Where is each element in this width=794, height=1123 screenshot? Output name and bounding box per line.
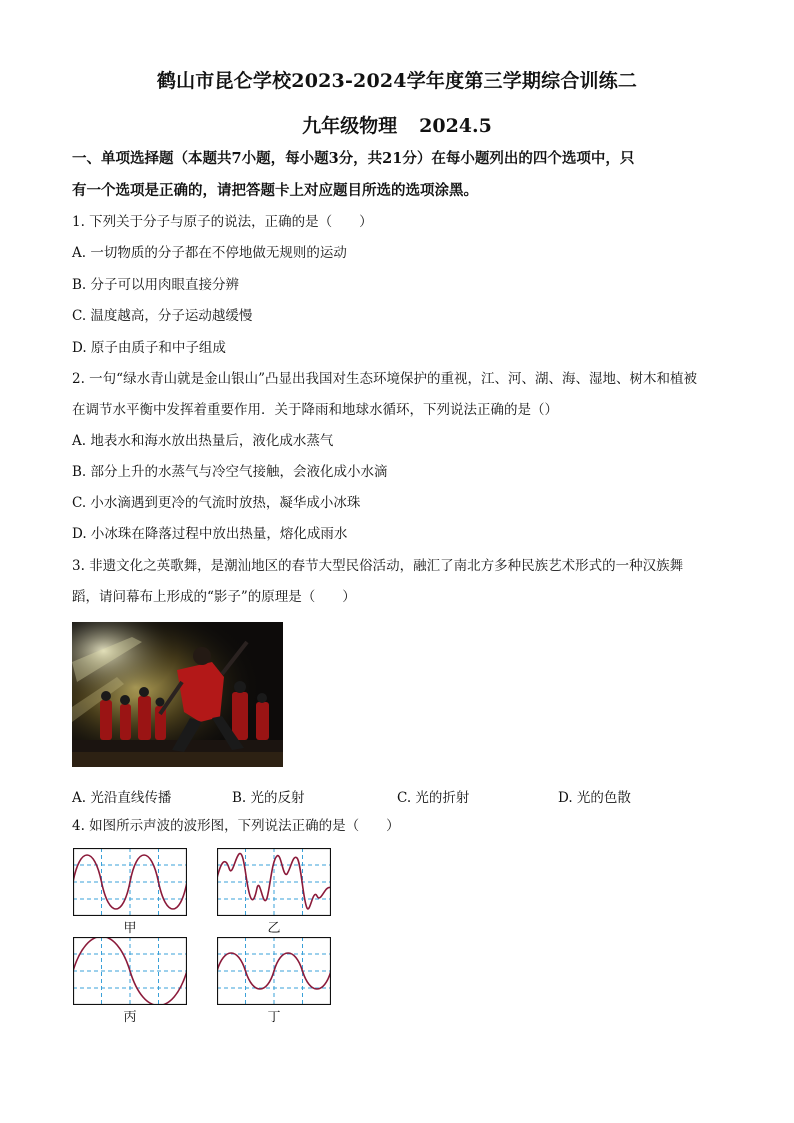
q3-option-a: A. 光沿直线传播 (72, 790, 172, 806)
q1-stem: 1. 下列关于分子与原子的说法，正确的是（ ） (72, 214, 373, 230)
q1-option-b: B. 分子可以用肉眼直接分辨 (72, 277, 240, 293)
waveform-label-ding: 丁 (267, 1010, 281, 1025)
waveform-bing (73, 937, 187, 1005)
exam-date: 2024.5 (419, 115, 492, 137)
waveform-label-bing: 丙 (123, 1010, 137, 1025)
q2-option-b: B. 部分上升的水蒸气与冷空气接触，会液化成小水滴 (72, 464, 388, 480)
q3-option-d: D. 光的色散 (558, 790, 631, 806)
waveform-yi (217, 848, 331, 916)
q2-option-a: A. 地表水和海水放出热量后，液化成水蒸气 (72, 433, 334, 449)
q2-option-d: D. 小冰珠在降落过程中放出热量，熔化成雨水 (72, 526, 348, 542)
q1-option-c: C. 温度越高，分子运动越缓慢 (72, 308, 253, 324)
section-heading-line2: 有一个选项是正确的，请把答题卡上对应题目所选的选项涂黑。 (72, 182, 478, 199)
exam-title: 鹤山市昆仑学校2023-2024学年度第三学期综合训练二 (156, 70, 638, 92)
waveform-label-yi: 乙 (267, 921, 281, 936)
waveform-ding (217, 937, 331, 1005)
yingge-dance-photo (72, 622, 283, 767)
subject-label: 九年级物理 (302, 115, 398, 137)
q3-option-c: C. 光的折射 (397, 790, 470, 806)
q1-option-d: D. 原子由质子和中子组成 (72, 340, 226, 356)
q2-stem-line1: 2. 一句“绿水青山就是金山银山”凸显出我国对生态环境保护的重视，江、河、湖、海、湿地、树木和植被 (72, 371, 697, 387)
dance-photo-illustration (72, 622, 283, 767)
q4-stem: 4. 如图所示声波的波形图，下列说法正确的是（ ） (72, 818, 400, 834)
q3-option-b: B. 光的反射 (232, 790, 305, 806)
section-heading-line1: 一、单项选择题（本题共7小题，每小题3分，共21分）在每小题列出的四个选项中，只 (72, 150, 635, 167)
q1-option-a: A. 一切物质的分子都在不停地做无规则的运动 (72, 245, 347, 261)
waveform-jia (73, 848, 187, 916)
exam-subtitle (0, 111, 794, 138)
q2-stem-line2: 在调节水平衡中发挥着重要作用．关于降雨和地球水循环，下列说法正确的是（） (72, 402, 558, 418)
q3-stem-line2: 蹈，请问幕布上形成的“影子”的原理是（ ） (72, 589, 356, 605)
q2-option-c: C. 小水滴遇到更冷的气流时放热，凝华成小冰珠 (72, 495, 361, 511)
waveform-label-jia: 甲 (123, 921, 137, 936)
q3-stem-line1: 3. 非遗文化之英歌舞，是潮汕地区的春节大型民俗活动，融汇了南北方多种民族艺术形式的一种汉族舞 (72, 558, 684, 574)
q3-options (72, 786, 712, 804)
